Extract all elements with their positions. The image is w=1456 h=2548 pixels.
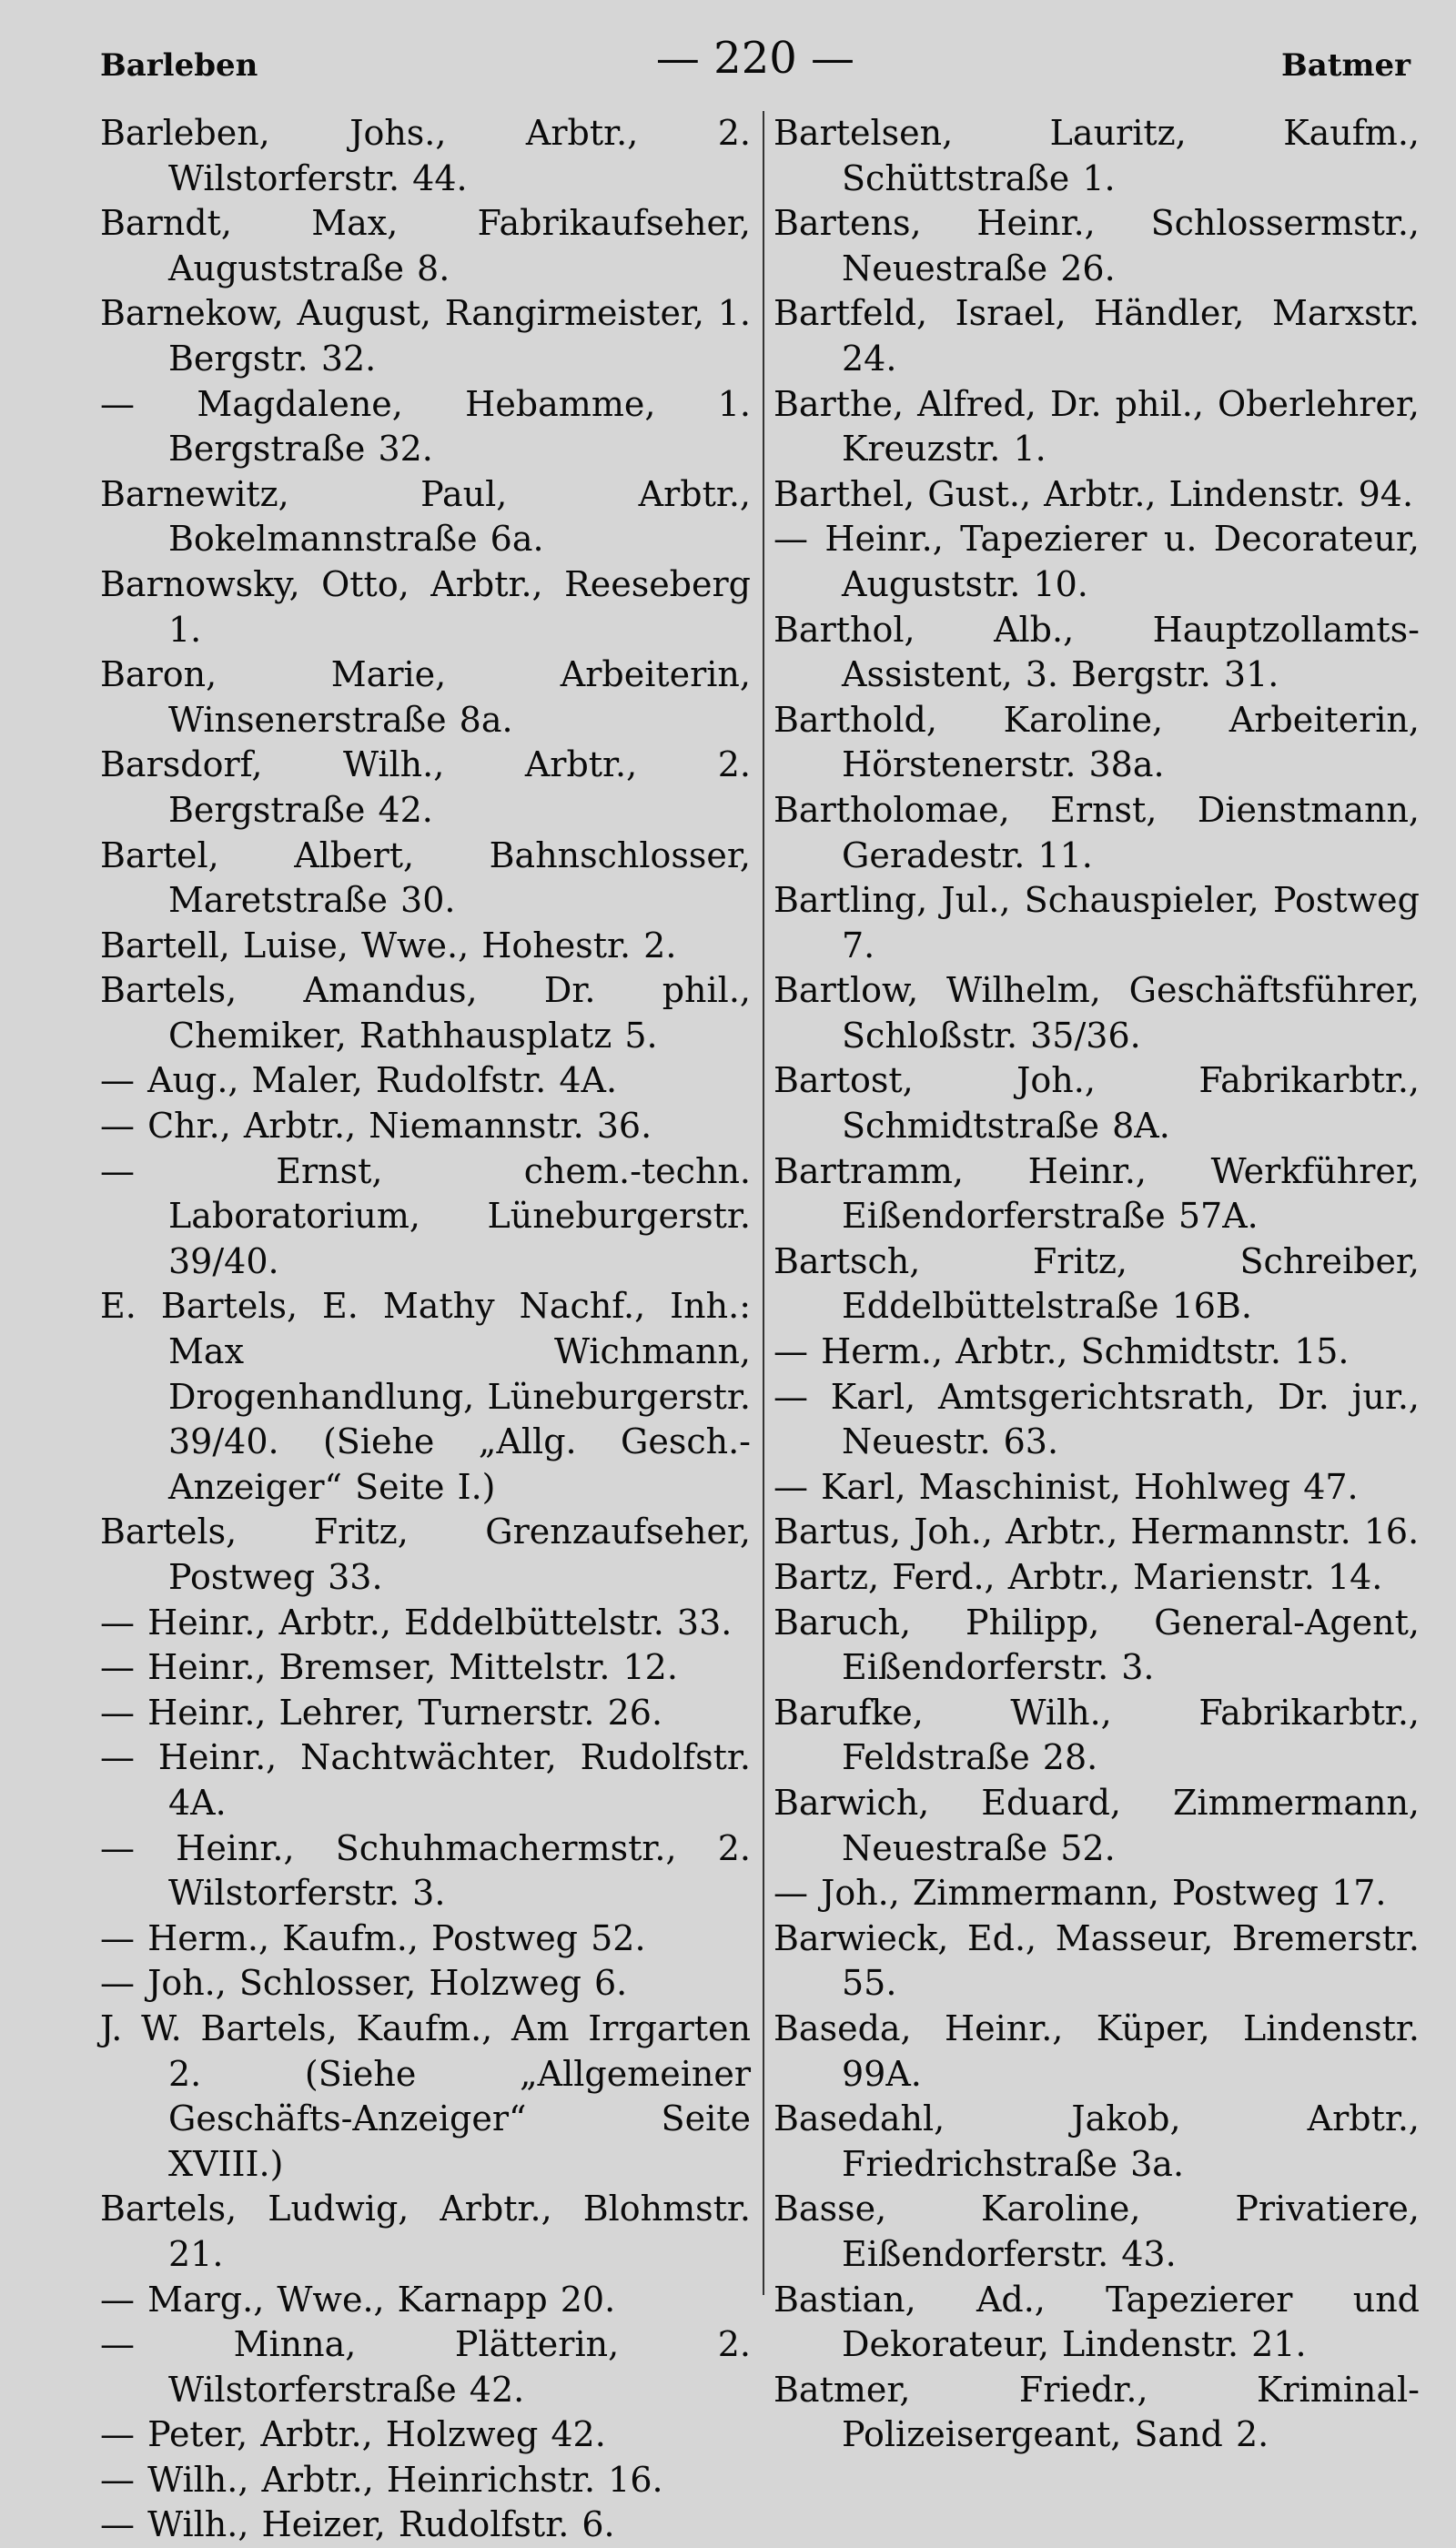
- directory-entry: Bastian, Ad., Tapezierer und Dekorateur, Lindenstr. 21.: [774, 2279, 1420, 2365]
- directory-entry: Bartus, Joh., Arbtr., Hermannstr. 16.: [774, 1512, 1420, 1552]
- directory-entry: Bartell, Luise, Wwe., Hohestr. 2.: [100, 925, 677, 966]
- directory-entry: — Minna, Plätterin, 2. Wilstorferstraße 42.: [100, 2324, 751, 2410]
- directory-entry: Basse, Karoline, Privatiere, Eißendorferstr. 43.: [774, 2189, 1420, 2274]
- directory-entry: — Marg., Wwe., Karnapp 20.: [100, 2279, 616, 2320]
- directory-entry: Barthol, Alb., Hauptzollamts-Assistent, 3. Bergstr. 31.: [774, 609, 1420, 695]
- directory-entry: Barsdorf, Wilh., Arbtr., 2. Bergstraße 42.: [100, 744, 751, 830]
- directory-entry: Baron, Marie, Arbeiterin, Winsenerstraße 8a.: [100, 654, 751, 740]
- directory-entry: Bartelsen, Lauritz, Kaufm., Schüttstraße 1.: [774, 113, 1420, 198]
- directory-entry: — Karl, Amtsgerichtsrath, Dr. jur., Neuestr. 63.: [774, 1376, 1420, 1462]
- directory-entry: Basedahl, Jakob, Arbtr., Friedrichstraße 3a.: [774, 2098, 1420, 2184]
- directory-entry: Barwich, Eduard, Zimmermann, Neuestraße 52.: [774, 1782, 1420, 1868]
- left-column: [100, 111, 751, 2548]
- directory-entry: — Heinr., Lehrer, Turnerstr. 26.: [100, 1692, 663, 1733]
- directory-entry: — Wilh., Arbtr., Heinrichstr. 16.: [100, 2459, 663, 2500]
- directory-entry: — Magdalene, Hebamme, 1. Bergstraße 32.: [100, 383, 751, 470]
- directory-entry: Bartramm, Heinr., Werkführer, Eißendorferstraße 57A.: [774, 1150, 1420, 1237]
- directory-entry: Batmer, Friedr., Kriminal-Polizeisergeant, Sand 2.: [774, 2369, 1420, 2455]
- directory-entry: Baruch, Philipp, General-Agent, Eißendorferstr. 3.: [774, 1602, 1420, 1688]
- directory-entry: Bartlow, Wilhelm, Geschäftsführer, Schloßstr. 35/36.: [774, 970, 1420, 1056]
- directory-entry: Bartz, Ferd., Arbtr., Marienstr. 14.: [774, 1557, 1383, 1597]
- directory-entry: Bartling, Jul., Schauspieler, Postweg 7.: [774, 880, 1420, 966]
- directory-entry: E. Bartels, E. Mathy Nachf., Inh.: Max Wichmann, Drogenhandlung, Lüneburgerstr. 39/40. (Siehe „Allg. Gesch.-Anzeiger“ Seite I.): [100, 1286, 751, 1507]
- directory-entry: Bartels, Ludwig, Arbtr., Blohmstr. 21.: [100, 2189, 751, 2274]
- right-column: [774, 111, 1420, 2458]
- column-divider: [763, 111, 764, 2295]
- directory-entry: — Joh., Zimmermann, Postweg 17.: [774, 1873, 1387, 1914]
- directory-entry: — Heinr., Bremser, Mittelstr. 12.: [100, 1647, 678, 1688]
- directory-entry: Barleben, Johs., Arbtr., 2. Wilstorferstr. 44.: [100, 113, 751, 198]
- directory-entry: Bartels, Fritz, Grenzaufseher, Postweg 33.: [100, 1512, 751, 1597]
- directory-entry: Baseda, Heinr., Küper, Lindenstr. 99A.: [774, 2007, 1420, 2094]
- directory-entry: — Wilh., Heizer, Rudolfstr. 6.: [100, 2504, 615, 2545]
- directory-entry: Bartens, Heinr., Schlossermstr., Neuestraße 26.: [774, 203, 1420, 288]
- directory-entry: — Peter, Arbtr., Holzweg 42.: [100, 2414, 606, 2455]
- directory-entry: Barthe, Alfred, Dr. phil., Oberlehrer, Kreuzstr. 1.: [774, 383, 1420, 470]
- directory-entry: — Aug., Maler, Rudolfstr. 4A.: [100, 1060, 618, 1101]
- directory-entry: Barthold, Karoline, Arbeiterin, Hörstenerstr. 38a.: [774, 699, 1420, 785]
- directory-entry: — Heinr., Nachtwächter, Rudolfstr. 4A.: [100, 1737, 751, 1823]
- directory-entry: Bartfeld, Israel, Händler, Marxstr. 24.: [774, 293, 1420, 379]
- directory-entry: Barwieck, Ed., Masseur, Bremerstr. 55.: [774, 1917, 1420, 2004]
- directory-entry: — Joh., Schlosser, Holzweg 6.: [100, 1963, 628, 2004]
- directory-entry: Barnowsky, Otto, Arbtr., Reeseberg 1.: [100, 563, 751, 650]
- directory-entry: — Karl, Maschinist, Hohlweg 47.: [774, 1466, 1359, 1507]
- directory-entry: Barnekow, August, Rangirmeister, 1. Bergstr. 32.: [100, 293, 751, 379]
- directory-entry: Bartholomae, Ernst, Dienstmann, Geradestr. 11.: [774, 789, 1420, 875]
- directory-entry: Barthel, Gust., Arbtr., Lindenstr. 94.: [774, 473, 1414, 514]
- directory-entry: — Herm., Kaufm., Postweg 52.: [100, 1917, 646, 1958]
- page-number: — 220 —: [655, 33, 855, 84]
- directory-entry: Bartels, Amandus, Dr. phil., Chemiker, Rathhausplatz 5.: [100, 970, 751, 1056]
- directory-entry: Bartsch, Fritz, Schreiber, Eddelbüttelstraße 16B.: [774, 1240, 1420, 1327]
- directory-entry: Barufke, Wilh., Fabrikarbtr., Feldstraße 28.: [774, 1692, 1420, 1778]
- directory-entry: — Heinr., Schuhmachermstr., 2. Wilstorferstr. 3.: [100, 1827, 751, 1914]
- directory-entry: Barndt, Max, Fabrikaufseher, Auguststraße 8.: [100, 203, 751, 288]
- directory-entry: — Heinr., Arbtr., Eddelbüttelstr. 33.: [100, 1602, 733, 1643]
- running-head-right: Batmer: [1281, 47, 1410, 84]
- directory-entry: Barnewitz, Paul, Arbtr., Bokelmannstraße 6a.: [100, 473, 751, 560]
- directory-entry: Bartel, Albert, Bahnschlosser, Maretstraße 30.: [100, 834, 751, 921]
- directory-entry: — Heinr., Tapezierer u. Decorateur, Auguststr. 10.: [774, 519, 1420, 604]
- directory-entry: — Ernst, chem.-techn. Laboratorium, Lüneburgerstr. 39/40.: [100, 1150, 751, 1281]
- directory-entry: Bartost, Joh., Fabrikarbtr., Schmidtstraße 8A.: [774, 1060, 1420, 1147]
- directory-entry: J. W. Bartels, Kaufm., Am Irrgarten 2. (Siehe „Allgemeiner Geschäfts-Anzeiger“ Seite XVIII.): [100, 2007, 751, 2184]
- directory-entry: — Herm., Arbtr., Schmidtstr. 15.: [774, 1331, 1350, 1372]
- running-head-left: Barleben: [100, 47, 258, 84]
- page-header: [100, 33, 1410, 87]
- directory-entry: — Chr., Arbtr., Niemannstr. 36.: [100, 1106, 652, 1147]
